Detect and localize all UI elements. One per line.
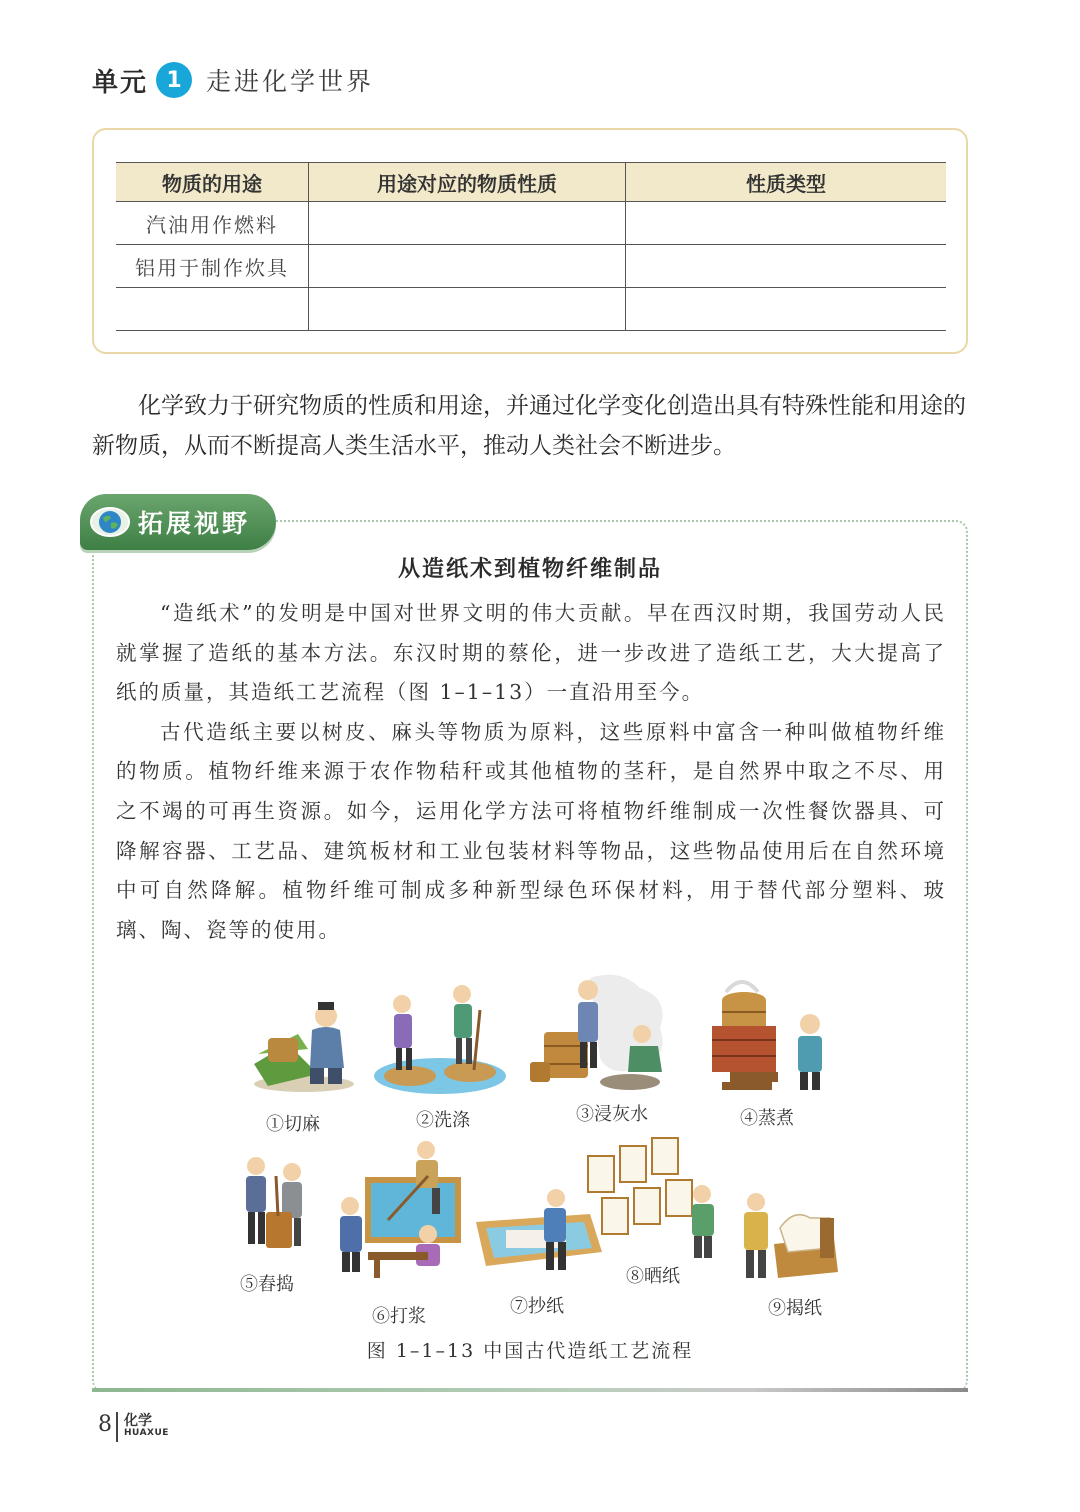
table-row [116,202,946,245]
step-label: ⑨揭纸 [768,1298,822,1319]
table-header-row [116,163,946,202]
header-usage: 物质的用途 [116,163,309,202]
cutting-hemp-illustration [248,994,360,1094]
extension-tab-label: 拓展视野 [138,509,251,538]
table-cell-blank[interactable] [309,245,626,288]
washing-illustration [370,980,510,1096]
step-label: ①切麻 [266,1114,320,1135]
table-cell-blank[interactable] [309,288,626,331]
unit-word: 单元 [92,67,149,98]
properties-table [116,162,946,331]
extension-paragraph: 古代造纸主要以树皮、麻头等物质为原料，这些原料中富含一种叫做植物纤维的物质。植物纤维来源于农作物秸秆或其他植物的茎秆，是自然界中取之不尽、用之不竭的可再生资源。如今，运用化学方法可将植物纤维制成一次性餐饮器具、可降解容器、工艺品、建筑板材和工业包装材料等物品，这些物品使用后在自然环境中可自然降解。植物纤维可制成多种新型绿色环保材料，用于替代部分塑料、玻璃、陶、瓷等的使用。 [116,719,946,942]
step-label: ④蒸煮 [740,1108,794,1129]
extension-paragraph: “造纸术”的发明是中国对世界文明的伟大贡献。早在西汉时期，我国劳动人民就掌握了造纸的基本方法。东汉时期的蔡伦，进一步改进了造纸工艺，大大提高了纸的质量，其造纸工艺流程（图 1–1–13）一直沿用至今。 [116,601,946,705]
header-property: 用途对应的物质性质 [309,163,626,202]
table-cell-blank[interactable] [626,202,947,245]
step-label: ⑥打浆 [372,1306,426,1327]
header-property-type: 性质类型 [626,163,947,202]
footer-divider [116,1412,118,1442]
table-cell-blank[interactable] [626,288,947,331]
table-cell: 铝用于制作炊具 [116,245,309,288]
pounding-illustration [230,1152,326,1262]
drying-paper-illustration [582,1136,722,1264]
steaming-illustration [706,970,846,1096]
globe-icon [90,502,130,542]
footer-book-title: 化学 [124,1413,152,1429]
unit-title: 走进化学世界 [206,67,375,96]
body-paragraph: 化学致力于研究物质的性质和用途，并通过化学变化创造出具有特殊性能和用途的新物质，从而不断提高人类生活水平，推动人类社会不断进步。 [92,393,966,459]
extension-bottom-rule [92,1388,968,1392]
extension-tab [80,494,276,550]
table-row [116,245,946,288]
step-label: ⑤舂捣 [240,1274,294,1295]
lime-soaking-illustration [530,968,680,1096]
extension-title: 从造纸术到植物纤维制品 [397,556,662,582]
peeling-paper-illustration [734,1188,844,1288]
table-row [116,288,946,331]
figure-caption: 图 1–1–13 中国古代造纸工艺流程 [366,1340,694,1362]
table-cell-blank[interactable] [309,202,626,245]
step-label: ⑦抄纸 [510,1296,564,1317]
table-cell: 汽油用作燃料 [116,202,309,245]
exercise-table-box [92,128,968,354]
step-label: ⑧晒纸 [626,1266,680,1287]
table-cell-blank[interactable] [116,288,309,331]
footer-book-subtitle: HUAXUE [124,1428,169,1438]
pulping-illustration [328,1140,468,1280]
unit-header [92,58,374,102]
table-cell-blank[interactable] [626,245,947,288]
unit-number-badge: 1 [156,62,192,98]
extension-text [116,594,946,950]
papermaking-illustration [220,960,880,1330]
step-label: ③浸灰水 [576,1104,648,1125]
page-number: 8 [98,1412,112,1437]
step-label: ②洗涤 [416,1110,470,1131]
